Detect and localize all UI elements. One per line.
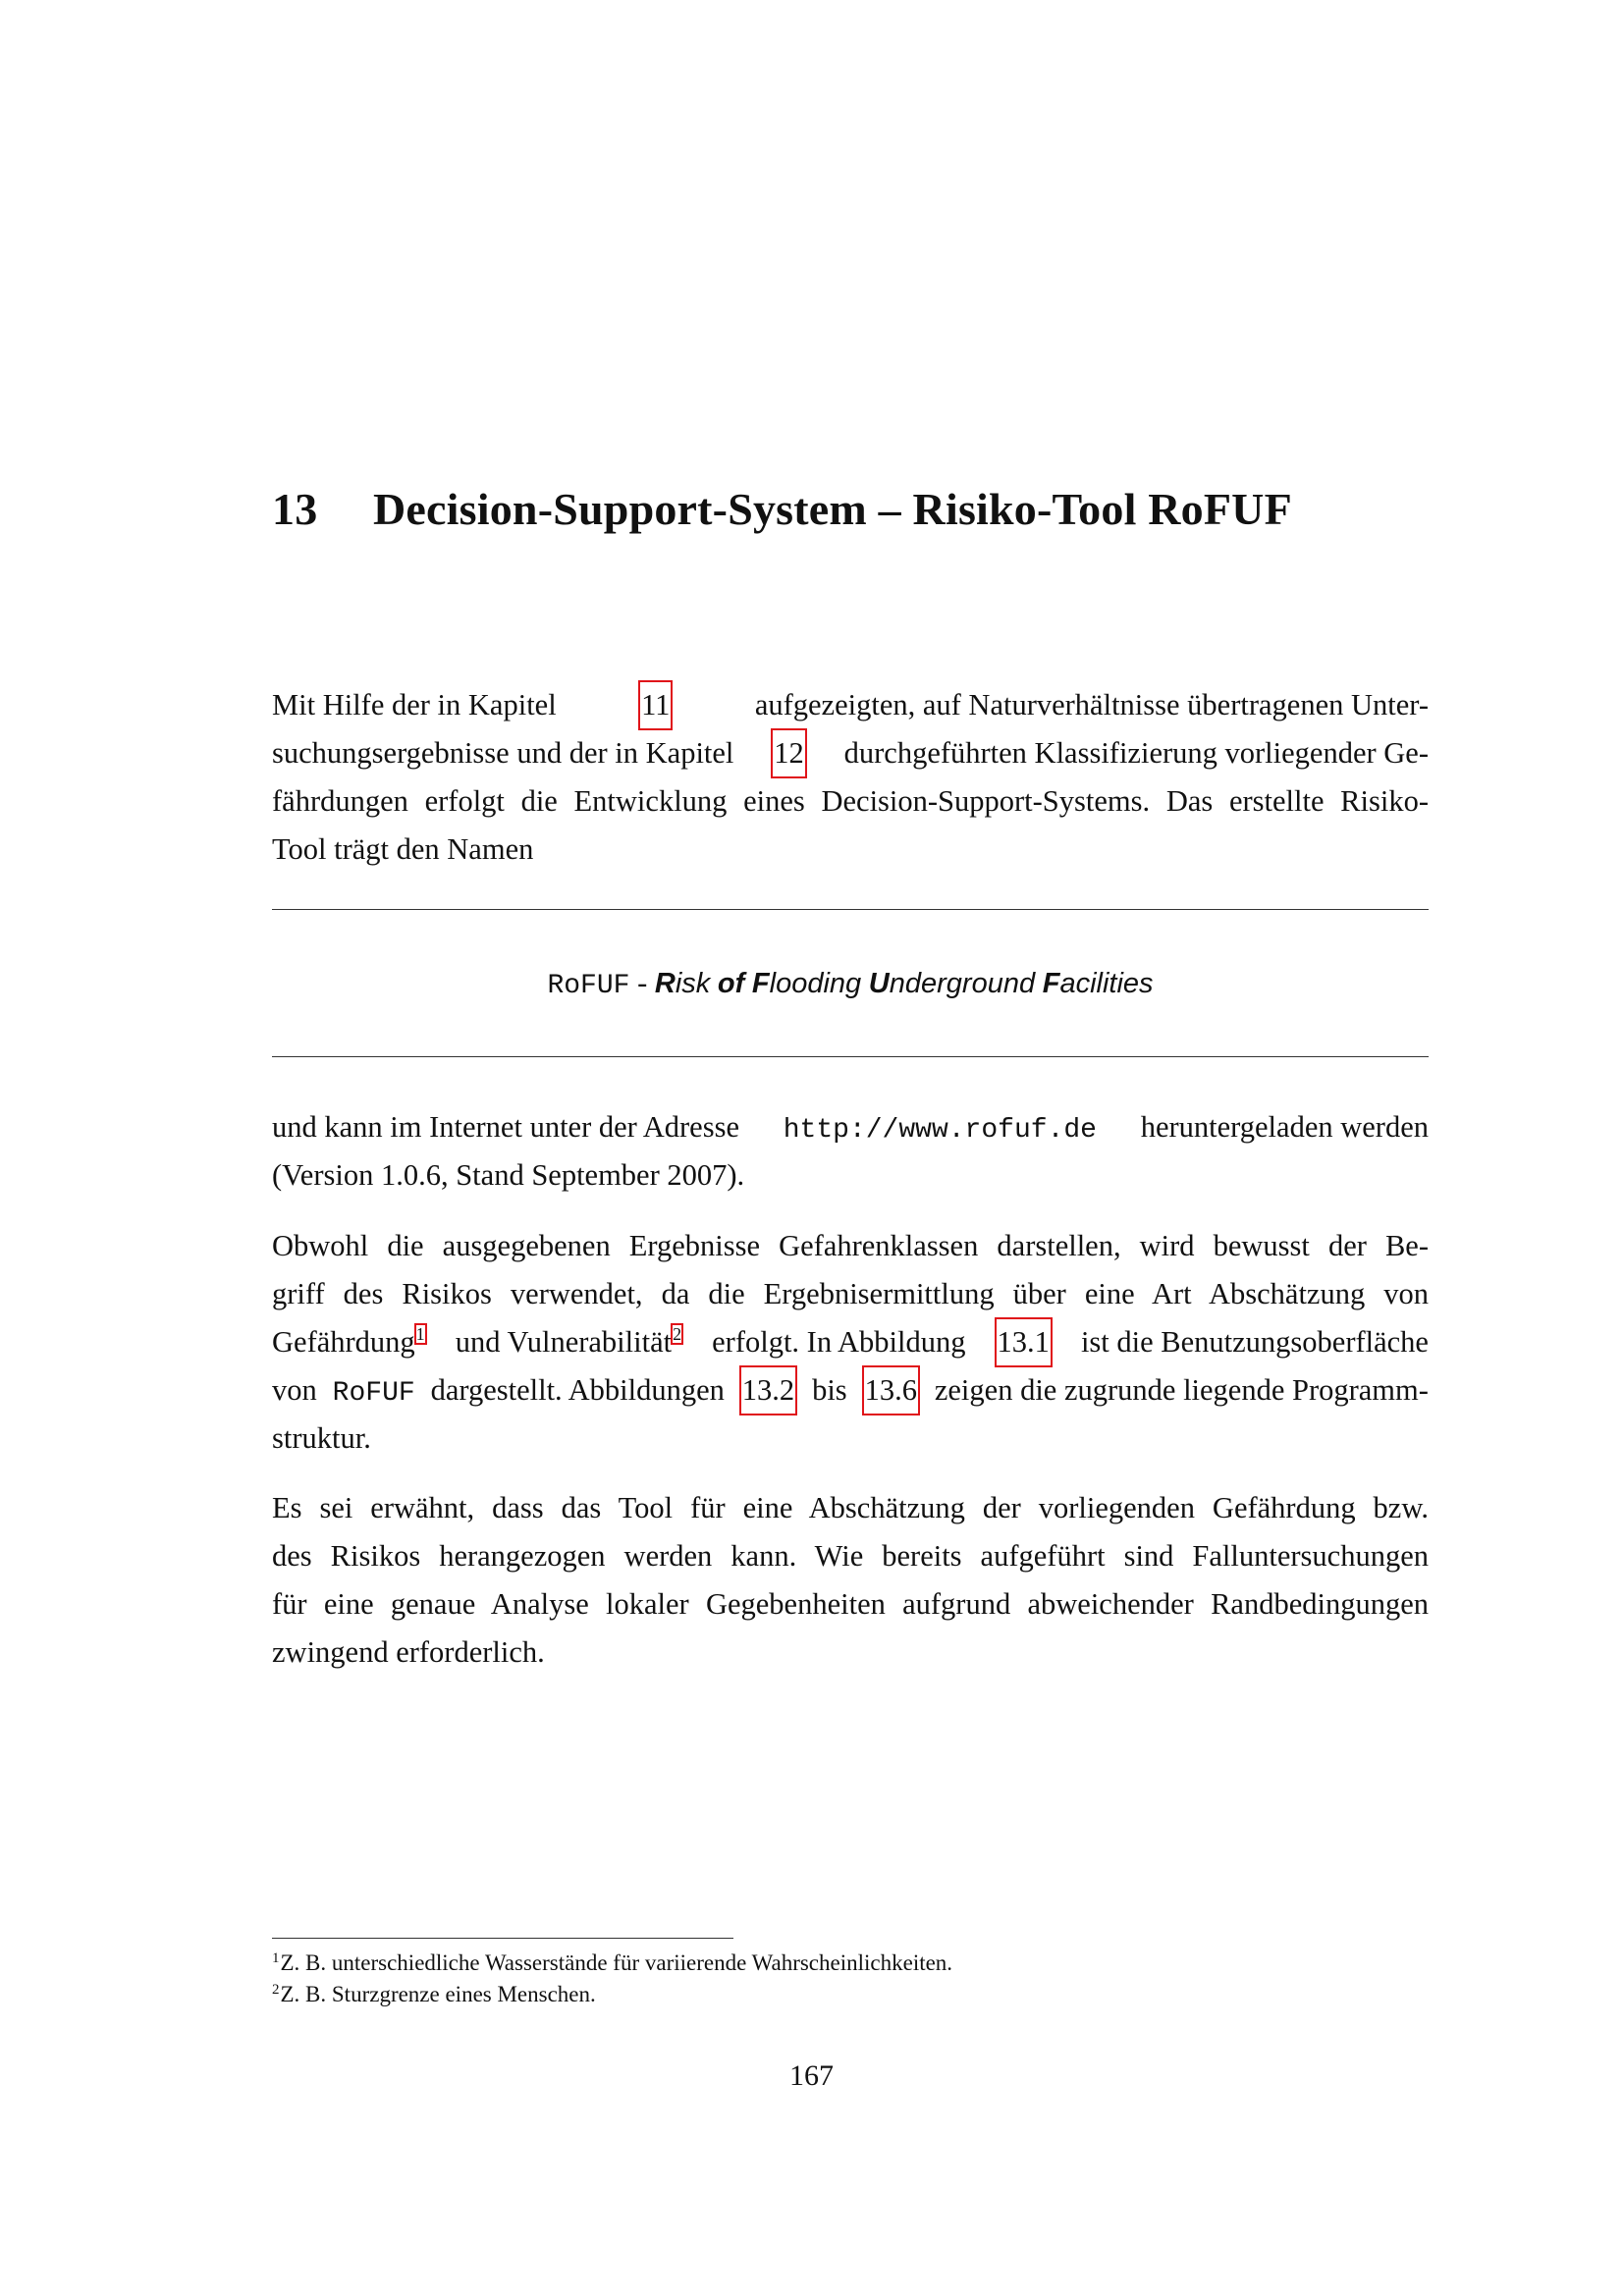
footnote-mark: 1 [272, 1950, 280, 1966]
website-url[interactable]: http://www.rofuf.de [783, 1115, 1097, 1146]
acronym-initial: F [751, 968, 770, 999]
footnotes [272, 1948, 1429, 2010]
top-rule [272, 909, 1429, 910]
acronym-word: isk [675, 968, 711, 999]
text-span [272, 1318, 426, 1366]
paragraph-line: (Version 1.0.6, Stand September 2007). [272, 1158, 745, 1192]
text-span: und kann im Internet unter der Adresse [272, 1110, 739, 1144]
text-span: von [272, 1373, 317, 1407]
footnote-mark: 2 [272, 1982, 280, 1998]
paragraph-line [272, 1366, 1429, 1415]
paragraph-line: Tool trägt den Namen [272, 832, 534, 866]
paragraph-line: Obwohl die ausgegebenen Ergebnisse Gefahrenklassen darstellen, wird bewusst der Be- [272, 1229, 1429, 1262]
paragraph-line: für eine genaue Analyse lokaler Gegebenheiten aufgrund abweichender Randbedingungen [272, 1587, 1429, 1621]
figure-13-6-link[interactable]: 13.6 [863, 1366, 919, 1415]
page-number: 167 [789, 2059, 834, 2092]
chapter-title: Decision-Support-System – Risiko-Tool RoFUF [373, 484, 1292, 534]
paragraph-note [272, 1484, 1429, 1677]
acronym-dash: - [629, 966, 655, 999]
paragraph-line [272, 729, 1429, 777]
text-span: suchungsergebnisse und der in Kapitel [272, 736, 734, 770]
paragraph-intro [272, 681, 1429, 874]
chapter-heading [272, 483, 1450, 535]
paragraph-line: fährdungen erfolgt die Entwicklung eines Decision-Support-Systems. Das erstellte Risiko- [272, 784, 1429, 818]
paragraph-line: des Risikos herangezogen werden kann. Wie bereits aufgeführt sind Falluntersuchungen [272, 1539, 1429, 1573]
code-rofuf: RoFUF [332, 1378, 415, 1409]
acronym-word: acilities [1059, 968, 1154, 999]
text-span: und Vulnerabilität [455, 1325, 673, 1359]
chapter-11-link[interactable]: 11 [639, 681, 672, 729]
acronym-initial: R [654, 968, 676, 999]
text-span: bis [812, 1373, 847, 1407]
acronym-word: looding [769, 968, 862, 999]
footnote-2 [272, 1979, 1429, 2010]
footnote-2-link[interactable]: 2 [673, 1324, 682, 1344]
text-span [456, 1318, 682, 1366]
paragraph-line: griff des Risikos verwendet, da die Ergebnisermittlung über eine Art Abschätzung von [272, 1277, 1429, 1310]
figure-13-2-link[interactable]: 13.2 [740, 1366, 796, 1415]
text-span: heruntergeladen werden [1140, 1110, 1429, 1144]
text-span: Gefährdung [272, 1325, 415, 1359]
footnote-text: Z. B. Sturzgrenze eines Menschen. [280, 1982, 596, 2006]
paragraph-risk [272, 1222, 1429, 1463]
acronym-word: of [717, 968, 745, 999]
chapter-number: 13 [272, 484, 318, 534]
chapter-12-link[interactable]: 12 [772, 729, 806, 777]
text-span: Mit Hilfe der in Kapitel [272, 688, 557, 721]
acronym-initial: F [1042, 968, 1060, 999]
footnote-text: Z. B. unterschiedliche Wasserstände für variierende Wahrscheinlichkeiten. [280, 1950, 953, 1975]
acronym-initial: U [868, 968, 890, 999]
text-span: durchgeführten Klassifizierung vorliegender Ge- [843, 736, 1429, 770]
paragraph-line: struktur. [272, 1421, 371, 1455]
figure-13-1-link[interactable]: 13.1 [996, 1318, 1052, 1366]
acronym-definition [272, 966, 1429, 1001]
paragraph-line: Es sei erwähnt, dass das Tool für eine Abschätzung der vorliegenden Gefährdung bzw. [272, 1491, 1429, 1524]
acronym-word: nderground [889, 968, 1036, 999]
bottom-rule [272, 1056, 1429, 1057]
text-span: dargestellt. Abbildungen [430, 1373, 725, 1407]
paragraph-line: zwingend erforderlich. [272, 1635, 545, 1669]
paragraph-download [272, 1103, 1429, 1200]
footnote-1-link[interactable]: 1 [415, 1324, 425, 1344]
text-span: aufgezeigten, auf Naturverhältnisse übertragenen Unter- [754, 688, 1429, 721]
text-span: zeigen die zugrunde liegende Programm- [934, 1373, 1429, 1407]
footnote-rule [272, 1938, 733, 1939]
text-span: ist die Benutzungsoberfläche [1080, 1325, 1429, 1359]
acronym-code: RoFUF [547, 971, 630, 1001]
paragraph-line [272, 1318, 1429, 1366]
paragraph-line [272, 681, 1429, 729]
footnote-1 [272, 1948, 1429, 1979]
paragraph-line [272, 1103, 1429, 1151]
text-span: erfolgt. In Abbildung [712, 1325, 966, 1359]
